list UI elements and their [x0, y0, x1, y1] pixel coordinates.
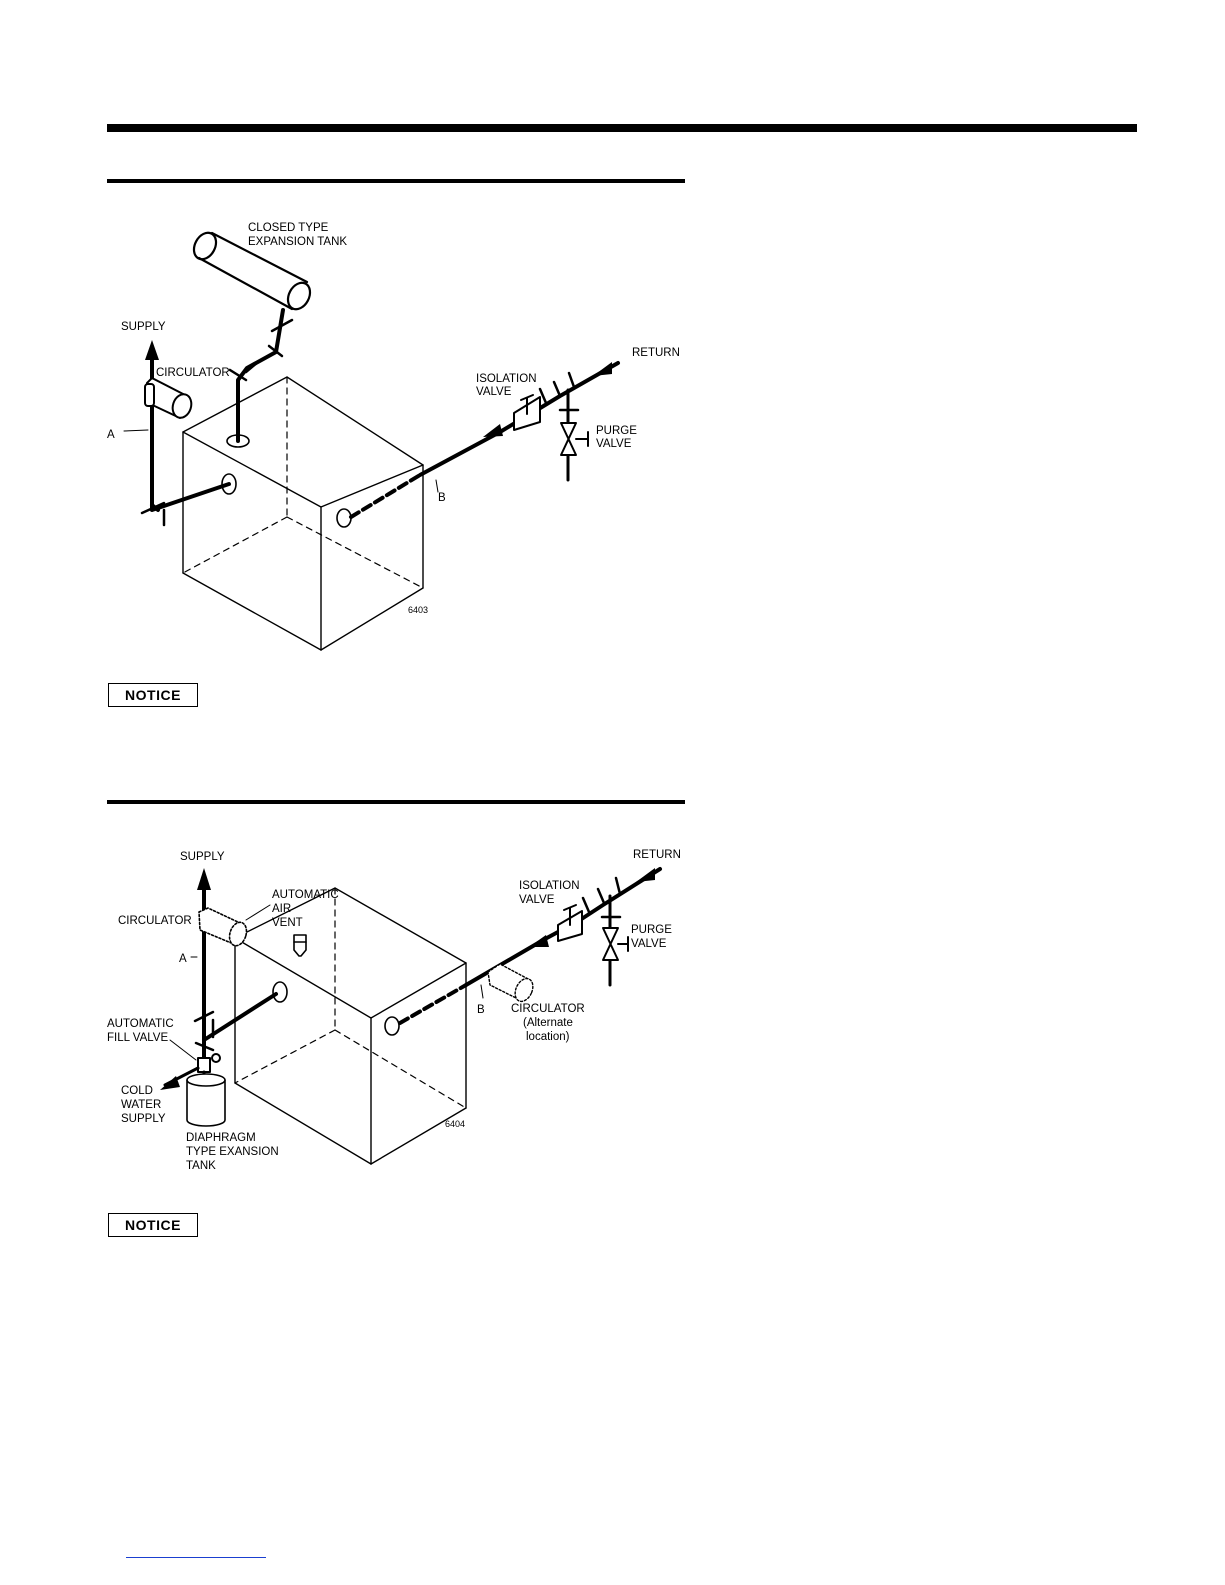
notice-badge-2: NOTICE — [108, 1213, 198, 1237]
notice-badge-1: NOTICE — [108, 683, 198, 707]
side-port — [273, 982, 287, 1002]
diaphragm-expansion-tank — [187, 1074, 225, 1126]
a-label: A — [179, 953, 187, 965]
front-port — [337, 509, 351, 527]
figure1-section-rule — [107, 179, 685, 183]
purge-valve — [561, 423, 588, 455]
isolation-label-line1: ISOLATION — [519, 880, 580, 892]
supply-arrow — [197, 868, 211, 890]
return-label: RETURN — [633, 849, 681, 861]
isolation-valve — [558, 905, 582, 941]
purge-label-line2: VALVE — [631, 938, 667, 950]
boiler-box — [183, 377, 423, 650]
tank-label-line2: EXPANSION TANK — [248, 236, 348, 248]
figure-code: 6404 — [445, 1119, 466, 1129]
cold-water-label-line2: WATER — [121, 1099, 162, 1111]
figure2-section-rule — [107, 800, 685, 804]
purge-valve — [603, 928, 628, 960]
figure-code: 6403 — [408, 605, 429, 615]
circulator-label: CIRCULATOR — [156, 367, 230, 379]
fill-valve-label-line1: AUTOMATIC — [107, 1018, 174, 1030]
isolation-label-line2: VALVE — [476, 386, 512, 398]
figure2-diagram — [100, 840, 690, 1180]
return-arrow-2 — [636, 868, 655, 882]
cold-water-label-line1: COLD — [121, 1085, 153, 1097]
alt-circulator-label-line3: location) — [526, 1031, 570, 1043]
footer-link-underline[interactable] — [126, 1557, 266, 1558]
automatic-air-vent — [294, 935, 306, 956]
a-label: A — [107, 429, 115, 441]
alt-circulator-label-line1: CIRCULATOR — [511, 1003, 585, 1015]
return-pipe — [400, 869, 660, 1023]
purge-label-line2: VALVE — [596, 438, 632, 450]
figure1-diagram — [100, 205, 690, 665]
front-port — [385, 1017, 399, 1035]
isolation-label-line2: VALVE — [519, 894, 555, 906]
supply-label: SUPPLY — [180, 851, 225, 863]
return-arrow-1 — [483, 424, 503, 437]
alternate-circulator — [488, 964, 536, 1004]
air-vent-label-line2: AIR — [272, 903, 292, 915]
boiler-box — [235, 888, 466, 1164]
diaphragm-tank-label-line3: TANK — [186, 1160, 216, 1172]
alt-circulator-label-line2: (Alternate — [523, 1017, 573, 1029]
supply-label: SUPPLY — [121, 321, 166, 333]
purge-label-line1: PURGE — [596, 425, 637, 437]
return-arrow-1 — [529, 935, 549, 947]
cold-water-label-line3: SUPPLY — [121, 1113, 166, 1125]
isolation-label-line1: ISOLATION — [476, 373, 537, 385]
diaphragm-tank-label-line2: TYPE EXANSION — [186, 1146, 279, 1158]
isolation-valve — [514, 395, 540, 430]
return-label: RETURN — [632, 347, 680, 359]
automatic-fill-valve — [198, 1054, 220, 1072]
tank-label-line1: CLOSED TYPE — [248, 222, 329, 234]
page-header-rule — [107, 124, 1137, 132]
fill-valve-label-line2: FILL VALVE — [107, 1032, 169, 1044]
purge-label-line1: PURGE — [631, 924, 672, 936]
b-label: B — [477, 1004, 485, 1016]
b-label: B — [438, 492, 446, 504]
circulator-label: CIRCULATOR — [118, 915, 192, 927]
circulator — [199, 908, 249, 948]
diaphragm-tank-label-line1: DIAPHRAGM — [186, 1132, 256, 1144]
air-vent-label-line1: AUTOMATIC — [272, 889, 339, 901]
air-vent-label-line3: VENT — [272, 917, 303, 929]
